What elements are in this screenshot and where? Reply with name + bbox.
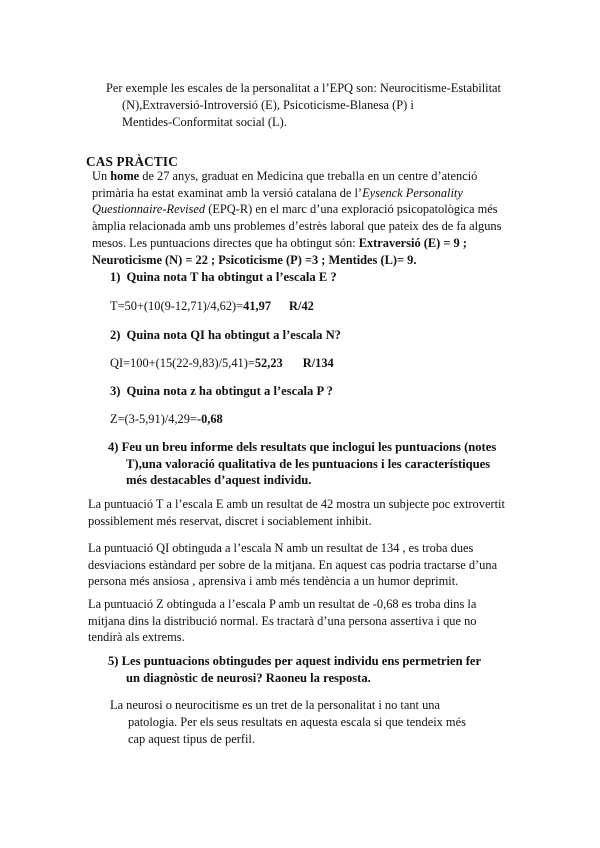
case-text-c: (EPQ-R) en el marc d’una exploració psicopatològica més àmplia relacionada amb uns problemes d’estrès laboral que pateix des de fa alguns mesos. Les puntuacions directes que ha obtingut són:	[92, 202, 502, 250]
question-4-line-2: T),una valoració qualitativa de les puntuacions i les característiques	[126, 456, 491, 471]
answer-5-line-3: cap aquest tipus de perfil.	[128, 732, 255, 746]
answer-5-line-2: patologia. Per els seus resultats en aquesta escala si que tendeix més	[128, 715, 466, 729]
answer-2-formula: QI=100+(15(22-9,83)/5,41)=	[110, 356, 255, 370]
case-scores: Extraversió (E) = 9 ; Neuroticisme (N) = 22 ; Psicoticisme (P) =3 ; Mentides (L)= 9.	[92, 235, 467, 267]
intro-paragraph	[106, 80, 506, 131]
question-5-line-1: Les puntuacions obtingudes per aquest individu ens permetrien fer	[121, 654, 482, 668]
answer-2-result: 52,23	[254, 356, 283, 370]
question-2-number: 2)	[110, 328, 121, 342]
question-5-line-2: un diagnòstic de neurosi? Raoneu la resposta.	[126, 670, 371, 685]
case-text-a: Un	[92, 169, 111, 183]
case-text-b: de 27 anys, graduat en Medicina que treballa en un centre d’atenció primària ha estat examinat amb la versió catalana de l’	[92, 169, 478, 200]
answer-2-extra: R/134	[302, 356, 334, 370]
question-5	[108, 653, 508, 686]
question-4-line-1: Feu un breu informe dels resultats que inclogui les puntuacions (notes	[121, 440, 497, 454]
question-1-text: Quina nota T ha obtingut a l’escala E ?	[126, 270, 337, 284]
answer-5-line-1: La neurosi o neurocitisme es un tret de la personalitat i no tant una	[110, 698, 440, 712]
case-text-epq: Eysenck Personality Questionnaire-Revised	[92, 185, 463, 217]
question-4-line-3: més destacables d’aquest individu.	[126, 473, 312, 487]
question-5-number: 5)	[108, 654, 119, 668]
question-1-number: 1)	[110, 270, 121, 284]
answer-1-extra: R/42	[289, 299, 314, 313]
answer-3	[110, 412, 223, 427]
case-description	[92, 168, 522, 268]
answer-3-formula: Z=(3-5,91)/4,29=	[110, 412, 197, 426]
intro-line-1: Per exemple les escales de la personalitat a l’EPQ son: Neurocitisme-Estabilitat	[106, 81, 501, 95]
result-paragraph-p: La puntuació Z obtinguda a l’escala P amb un resultat de -0,68 es troba dins la mitjana dins la distribució normal. Es tractarà d’una persona assertiva i que no tendirà als extrems.	[88, 597, 477, 645]
answer-3-result: -0,68	[196, 412, 223, 426]
question-2	[110, 328, 341, 343]
case-title: CAS PRÀCTIC	[86, 154, 178, 169]
question-4	[108, 439, 508, 489]
question-3-text: Quina nota z ha obtingut a l’escala P ?	[126, 384, 333, 398]
question-1	[110, 270, 337, 285]
result-paragraph-n: La puntuació QI obtinguda a l’escala N amb un resultat de 134 , es troba dues desviacions estàndard per sobre de la mitjana. En aquest cas podria tractarse d’una persona més ansiosa , aprensiva i amb més tendència a un humor deprimit.	[88, 541, 498, 589]
case-text-home: home	[110, 169, 140, 183]
answer-1-formula: T=50+(10(9-12,71)/4,62)=	[110, 299, 244, 313]
answer-1	[110, 299, 314, 314]
answer-1-result: 41,97	[243, 299, 272, 313]
intro-line-3: Mentides-Conformitat social (L).	[122, 115, 287, 129]
question-2-text: Quina nota QI ha obtingut a l’escala N?	[126, 328, 341, 342]
question-3-number: 3)	[110, 384, 121, 398]
result-paragraph-e: La puntuació T a l’escala E amb un resultat de 42 mostra un subjecte poc extrovertit possiblement més reservat, discret i sociablement inhibit.	[88, 497, 505, 528]
answer-5	[110, 697, 500, 748]
intro-line-2: (N),Extraversió-Introversió (E), Psicoticisme-Blanesa (P) i	[122, 98, 414, 112]
answer-2	[110, 356, 334, 371]
question-4-number: 4)	[108, 440, 119, 454]
question-3	[110, 384, 333, 399]
